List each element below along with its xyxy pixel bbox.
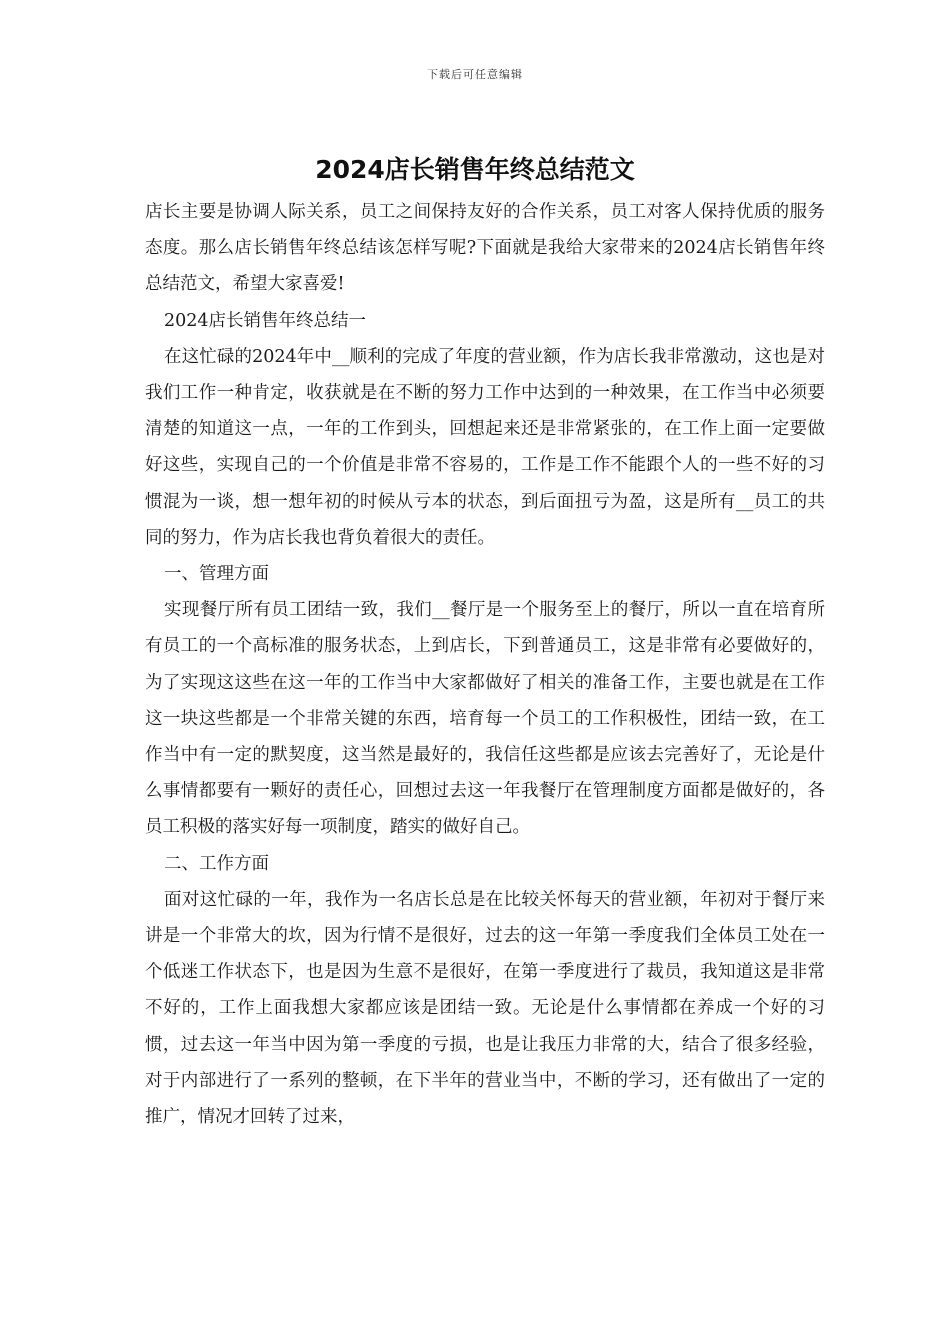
paragraph: 二、工作方面	[164, 853, 269, 874]
paragraph: 在这忙碌的2024年中__顺利的完成了年度的营业额，作为店长我非常激动，这也是对我们工作一种肯定，收获就是在不断的努力工作中达到的一种效果，在工作当中必须要清楚的知道这一点，一年的工作到头，回想起来还是非常紧张的，在工作上面一定要做好这些，实现自己的一个价值是非常不容易的，工作是工作不能跟个人的一些不好的习惯混为一谈，想一想年初的时候从亏本的状态，到后面扭亏为盈，这是所有__员工的共同的努力，作为店长我也背负着很大的责任。	[145, 346, 825, 548]
paragraph: 面对这忙碌的一年，我作为一名店长总是在比较关怀每天的营业额，年初对于餐厅来讲是一个非常大的坎，因为行情不是很好，过去的这一年第一季度我们全体员工处在一个低迷工作状态下，也是因为生意不是很好，在第一季度进行了裁员，我知道这是非常不好的，工作上面我想大家都应该是团结一致。无论是什么事情都在养成一个好的习惯，过去这一年当中因为第一季度的亏损，也是让我压力非常的大，结合了很多经验，对于内部进行了一系列的整顿，在下半年的营业当中，不断的学习，还有做出了一定的推广，情况才回转了过来，	[145, 889, 825, 1128]
paragraph: 店长主要是协调人际关系，员工之间保持友好的合作关系，员工对客人保持优质的服务态度。那么店长销售年终总结该怎样写呢?下面就是我给大家带来的2024店长销售年终总结范文，希望大家喜爱!	[145, 202, 825, 295]
document-body	[145, 194, 825, 1135]
paragraph: 实现餐厅所有员工团结一致，我们__餐厅是一个服务至上的餐厅，所以一直在培育所有员工的一个高标准的服务状态，上到店长，下到普通员工，这是非常有必要做好的，为了实现这这些在这一年的工作当中大家都做好了相关的准备工作，主要也就是在工作这一块这些都是一个非常关键的东西，培育每一个员工的工作积极性，团结一致，在工作当中有一定的默契度，这当然是最好的，我信任这些都是应该去完善好了，无论是什么事情都要有一颗好的责任心，回想过去这一年我餐厅在管理制度方面都是做好的，各员工积极的落实好每一项制度，踏实的做好自己。	[145, 600, 825, 838]
paragraph: 2024店长销售年终总结一	[164, 310, 367, 331]
paragraph: 一、管理方面	[164, 564, 269, 585]
header-note: 下载后可任意编辑	[427, 68, 523, 81]
document-title: 2024店长销售年终总结范文	[315, 155, 635, 184]
